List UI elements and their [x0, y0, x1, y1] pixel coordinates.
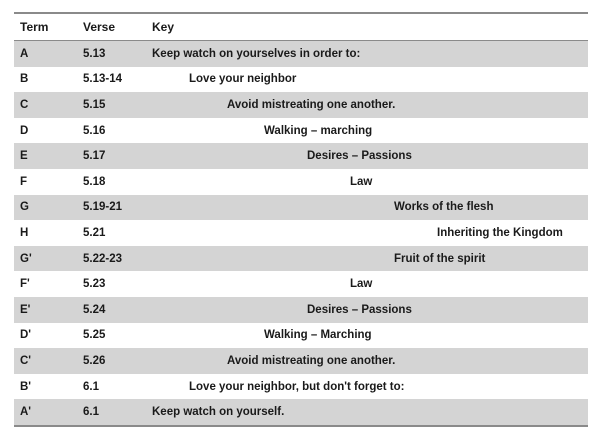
table-row	[14, 220, 588, 246]
key-cell: Avoid mistreating one another.	[227, 354, 396, 367]
table-row	[14, 195, 588, 221]
key-cell: Love your neighbor, but don't forget to:	[189, 380, 405, 393]
header-key: Key	[152, 20, 175, 34]
chiasm-table	[14, 12, 588, 427]
term-cell: F'	[20, 278, 30, 291]
table-row	[14, 348, 588, 374]
table-row	[14, 118, 588, 144]
key-cell: Fruit of the spirit	[394, 252, 486, 265]
verse-cell: 6.1	[83, 406, 99, 419]
table-row	[14, 271, 588, 297]
term-cell: G'	[20, 252, 32, 265]
verse-cell: 5.26	[83, 354, 106, 367]
key-cell: Love your neighbor	[189, 73, 297, 86]
table-row	[14, 374, 588, 400]
term-cell: F	[20, 175, 28, 188]
verse-cell: 5.24	[83, 303, 106, 316]
term-cell: G	[20, 201, 29, 214]
term-cell: A'	[20, 406, 32, 419]
table-row	[14, 41, 588, 67]
key-cell: Desires – Passions	[307, 303, 412, 316]
table-row	[14, 297, 588, 323]
verse-cell: 5.13-14	[83, 73, 123, 86]
verse-cell: 5.17	[83, 150, 106, 163]
verse-cell: 5.19-21	[83, 201, 123, 214]
header-term: Term	[20, 20, 49, 34]
table-row	[14, 323, 588, 349]
table-row	[14, 92, 588, 118]
table-row	[14, 143, 588, 169]
table-row	[14, 246, 588, 272]
table-body	[14, 41, 588, 425]
verse-cell: 5.15	[83, 98, 106, 111]
term-cell: C'	[20, 354, 32, 367]
key-cell: Avoid mistreating one another.	[227, 98, 396, 111]
table-row	[14, 169, 588, 195]
term-cell: B	[20, 73, 29, 86]
table-row	[14, 67, 588, 93]
verse-cell: 5.21	[83, 226, 106, 239]
key-cell: Law	[350, 175, 373, 188]
term-cell: C	[20, 98, 29, 111]
header-verse: Verse	[83, 20, 116, 34]
key-cell: Works of the flesh	[394, 201, 494, 214]
key-cell: Law	[350, 278, 373, 291]
term-cell: D	[20, 124, 29, 137]
table-row	[14, 399, 588, 425]
key-cell: Keep watch on yourselves in order to:	[152, 47, 361, 60]
term-cell: A	[20, 47, 29, 60]
key-cell: Desires – Passions	[307, 150, 412, 163]
term-cell: H	[20, 226, 29, 239]
term-cell: E'	[20, 303, 31, 316]
verse-cell: 6.1	[83, 380, 99, 393]
term-cell: D'	[20, 329, 32, 342]
verse-cell: 5.25	[83, 329, 106, 342]
verse-cell: 5.18	[83, 175, 106, 188]
term-cell: B'	[20, 380, 32, 393]
key-cell: Walking – marching	[264, 124, 373, 137]
term-cell: E	[20, 150, 28, 163]
verse-cell: 5.22-23	[83, 252, 123, 265]
key-cell: Keep watch on yourself.	[152, 406, 285, 419]
verse-cell: 5.16	[83, 124, 106, 137]
verse-cell: 5.13	[83, 47, 106, 60]
key-cell: Inheriting the Kingdom	[437, 226, 563, 239]
verse-cell: 5.23	[83, 278, 106, 291]
key-cell: Walking – Marching	[264, 329, 372, 342]
table-header-row	[14, 14, 588, 41]
